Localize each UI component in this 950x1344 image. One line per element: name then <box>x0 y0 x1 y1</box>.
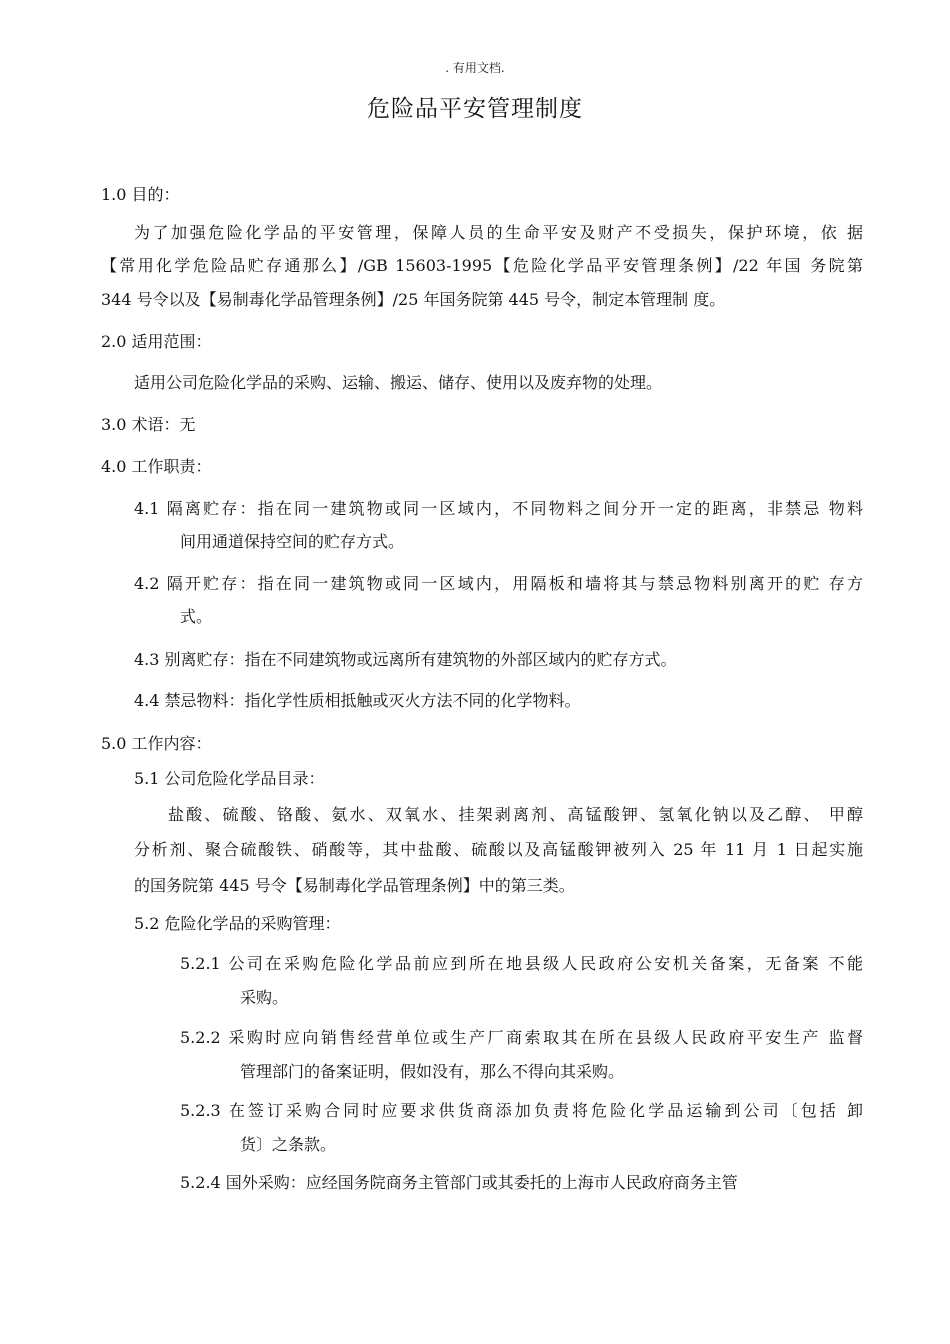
subsection-5-1-line-2: 分析剂、聚合硫酸铁、硝酸等，其中盐酸、硫酸以及高锰酸钾被列入 25 年 11 月 1 日起实施 <box>134 840 863 859</box>
subsection-5-1-line-1: 盐酸、硫酸、铬酸、氨水、双氧水、挂架剥离剂、高锰酸钾、氢氧化钠以及乙醇、 甲醇 <box>168 805 863 824</box>
section-1-para-line-3: 344 号令以及【易制毒化学品管理条例】/25 年国务院第 445 号令，制定本管理制 度。 <box>101 290 726 309</box>
item-5-2-2-line-2: 管理部门的备案证明，假如没有，那么不得向其采购。 <box>240 1062 625 1081</box>
item-4-2-line-2: 式。 <box>180 607 213 626</box>
section-1-para-line-2: 【常用化学危险品贮存通那么】/GB 15603-1995【危险化学品平安管理条例】/22 年国 务院第 <box>101 256 863 275</box>
page-header: . 有用文档. <box>445 61 505 75</box>
item-5-2-3-line-1: 5.2.3 在签订采购合同时应要求供货商添加负责将危险化学品运输到公司〔包括 卸 <box>180 1101 863 1120</box>
section-2-heading: 2.0 适用范围： <box>101 332 212 351</box>
subsection-5-2-heading: 5.2 危险化学品的采购管理： <box>134 914 341 933</box>
item-4-1-line-1: 4.1 隔离贮存：指在同一建筑物或同一区域内，不同物料之间分开一定的距离，非禁忌 物料 <box>134 499 863 518</box>
item-5-2-4: 5.2.4 国外采购：应经国务院商务主管部门或其委托的上海市人民政府商务主管 <box>180 1173 738 1192</box>
item-5-2-1-line-2: 采购。 <box>240 988 289 1007</box>
subsection-5-1-line-3: 的国务院第 445 号令【易制毒化学品管理条例】中的第三类。 <box>134 876 575 895</box>
item-4-1-line-2: 间用通道保持空间的贮存方式。 <box>180 532 405 551</box>
item-4-4: 4.4 禁忌物料：指化学性质相抵触或灭火方法不同的化学物料。 <box>134 691 581 710</box>
section-2-para: 适用公司危险化学品的采购、运输、搬运、储存、使用以及废弃物的处理。 <box>134 373 663 392</box>
item-5-2-1-line-1: 5.2.1 公司在采购危险化学品前应到所在地县级人民政府公安机关备案，无备案 不能 <box>180 954 863 973</box>
item-5-2-2-line-1: 5.2.2 采购时应向销售经营单位或生产厂商索取其在所在县级人民政府平安生产 监督 <box>180 1028 863 1047</box>
item-4-3: 4.3 别离贮存：指在不同建筑物或远离所有建筑物的外部区域内的贮存方式。 <box>134 650 677 669</box>
section-1-heading: 1.0 目的： <box>101 185 180 204</box>
section-5-heading: 5.0 工作内容： <box>101 734 212 753</box>
section-1-para-line-1: 为了加强危险化学品的平安管理，保障人员的生命平安及财产不受损失，保护环境，依 据 <box>134 223 863 242</box>
item-5-2-3-line-2: 货〕之条款。 <box>240 1135 337 1154</box>
section-3-heading: 3.0 术语：无 <box>101 415 196 434</box>
subsection-5-1-heading: 5.1 公司危险化学品目录： <box>134 769 325 788</box>
item-4-2-line-1: 4.2 隔开贮存：指在同一建筑物或同一区域内，用隔板和墙将其与禁忌物料别离开的贮 存方 <box>134 574 863 593</box>
section-4-heading: 4.0 工作职责： <box>101 457 212 476</box>
document-title: 危险品平安管理制度 <box>367 96 583 122</box>
